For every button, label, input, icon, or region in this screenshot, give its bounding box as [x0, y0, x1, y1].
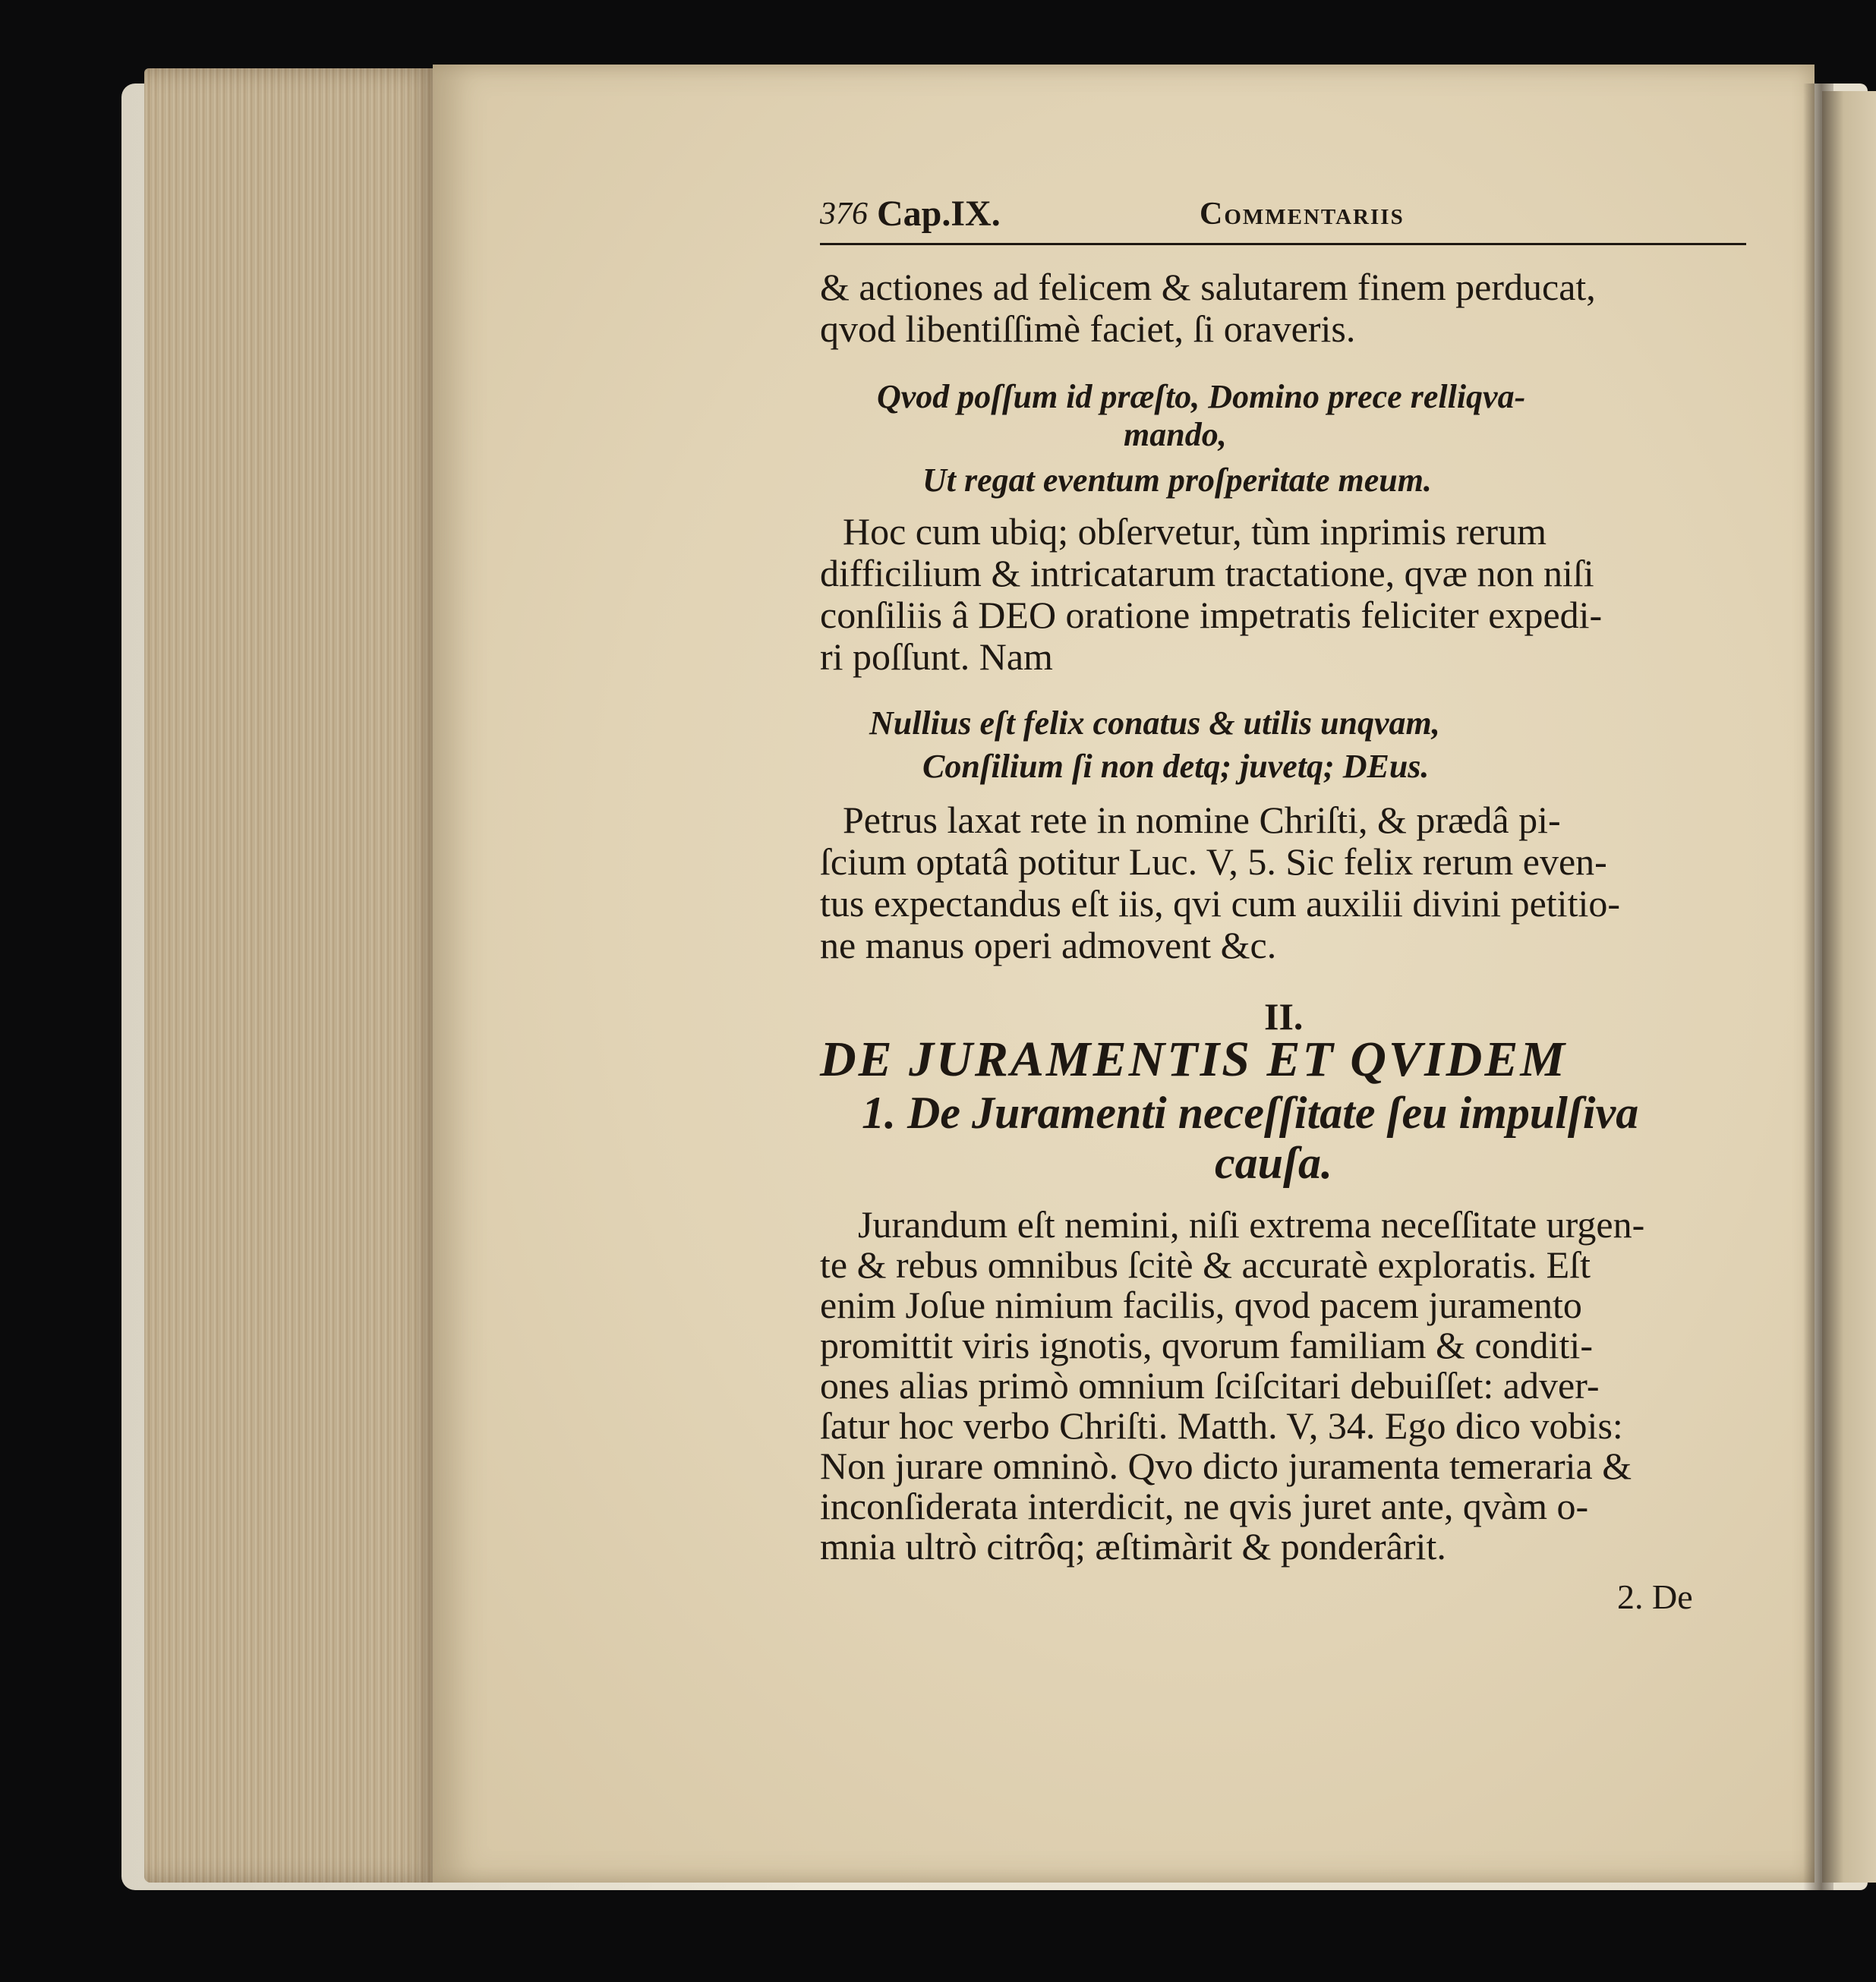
- chapter-label: Cap.IX.: [877, 194, 1001, 234]
- verse-line: mando,: [1124, 416, 1227, 453]
- text-line: Petrus laxat rete in nomine Chriſti, & prædâ pi-: [843, 799, 1561, 841]
- catchword: 2. De: [1617, 1577, 1693, 1616]
- text-line: conſiliis â DEO oratione impetratis feliciter expedi-: [820, 594, 1603, 636]
- text-line: inconſiderata interdicit, ne qvis juret ante, qvàm o-: [820, 1485, 1589, 1527]
- page-number: 376: [820, 197, 868, 232]
- text-line: promittit viris ignotis, qvorum familiam & conditi-: [820, 1324, 1593, 1366]
- verse-line: Nullius eſt felix conatus & utilis unqvam,: [869, 704, 1440, 742]
- section-subtitle: 1. De Juramenti neceſſitate ſeu impulſiva: [862, 1088, 1639, 1138]
- running-title: Commentariis: [1200, 197, 1405, 232]
- text-line: enim Joſue nimium facilis, qvod pacem juramento: [820, 1284, 1582, 1326]
- text-line: difficilium & intricatarum tractatione, qvæ non niſi: [820, 552, 1594, 594]
- text-line: Non jurare omninò. Qvo dicto juramenta temeraria &: [820, 1445, 1632, 1487]
- text-line: ne manus operi admovent &c.: [820, 924, 1277, 966]
- text-line: ſcium optatâ potitur Luc. V, 5. Sic felix rerum even-: [820, 840, 1607, 883]
- text-line: te & rebus omnibus ſcitè & accuratè exploratis. Eſt: [820, 1243, 1591, 1286]
- text-line: & actiones ad felicem & salutarem finem perducat,: [820, 266, 1596, 308]
- text-line: tus expectandus eſt iis, qvi cum auxilii divini petitio-: [820, 882, 1621, 925]
- text-line: mnia ultrò citrôq; æſtimàrit & ponderârit.: [820, 1525, 1446, 1568]
- facing-page-edge: [1822, 91, 1876, 1883]
- section-numeral: II.: [1264, 995, 1304, 1038]
- verse-line: Qvod poſſum id præſto, Domino prece relliqva-: [877, 378, 1526, 415]
- text-line: Hoc cum ubiq; obſervetur, tùm inprimis rerum: [843, 510, 1547, 553]
- verse-line: Conſilium ſi non detq; juvetq; DEus.: [922, 748, 1430, 785]
- verse-line: Ut regat eventum proſperitate meum.: [922, 462, 1432, 499]
- text-line: Jurandum eſt nemini, niſi extrema neceſſitate urgen-: [858, 1203, 1645, 1246]
- section-subtitle-cont: cauſa.: [1215, 1138, 1332, 1188]
- text-line: ri poſſunt. Nam: [820, 635, 1053, 678]
- text-line: ones alias primò omnium ſciſcitari debuiſſet: adver-: [820, 1364, 1600, 1407]
- section-title: DE JURAMENTIS ET QVIDEM: [820, 1032, 1568, 1087]
- text-line: ſatur hoc verbo Chriſti. Matth. V, 34. Ego dico vobis:: [820, 1404, 1623, 1447]
- text-line: qvod libentiſſimè faciet, ſi oraveris.: [820, 307, 1356, 350]
- page-block-edges: [144, 68, 440, 1883]
- running-header: [820, 182, 1746, 245]
